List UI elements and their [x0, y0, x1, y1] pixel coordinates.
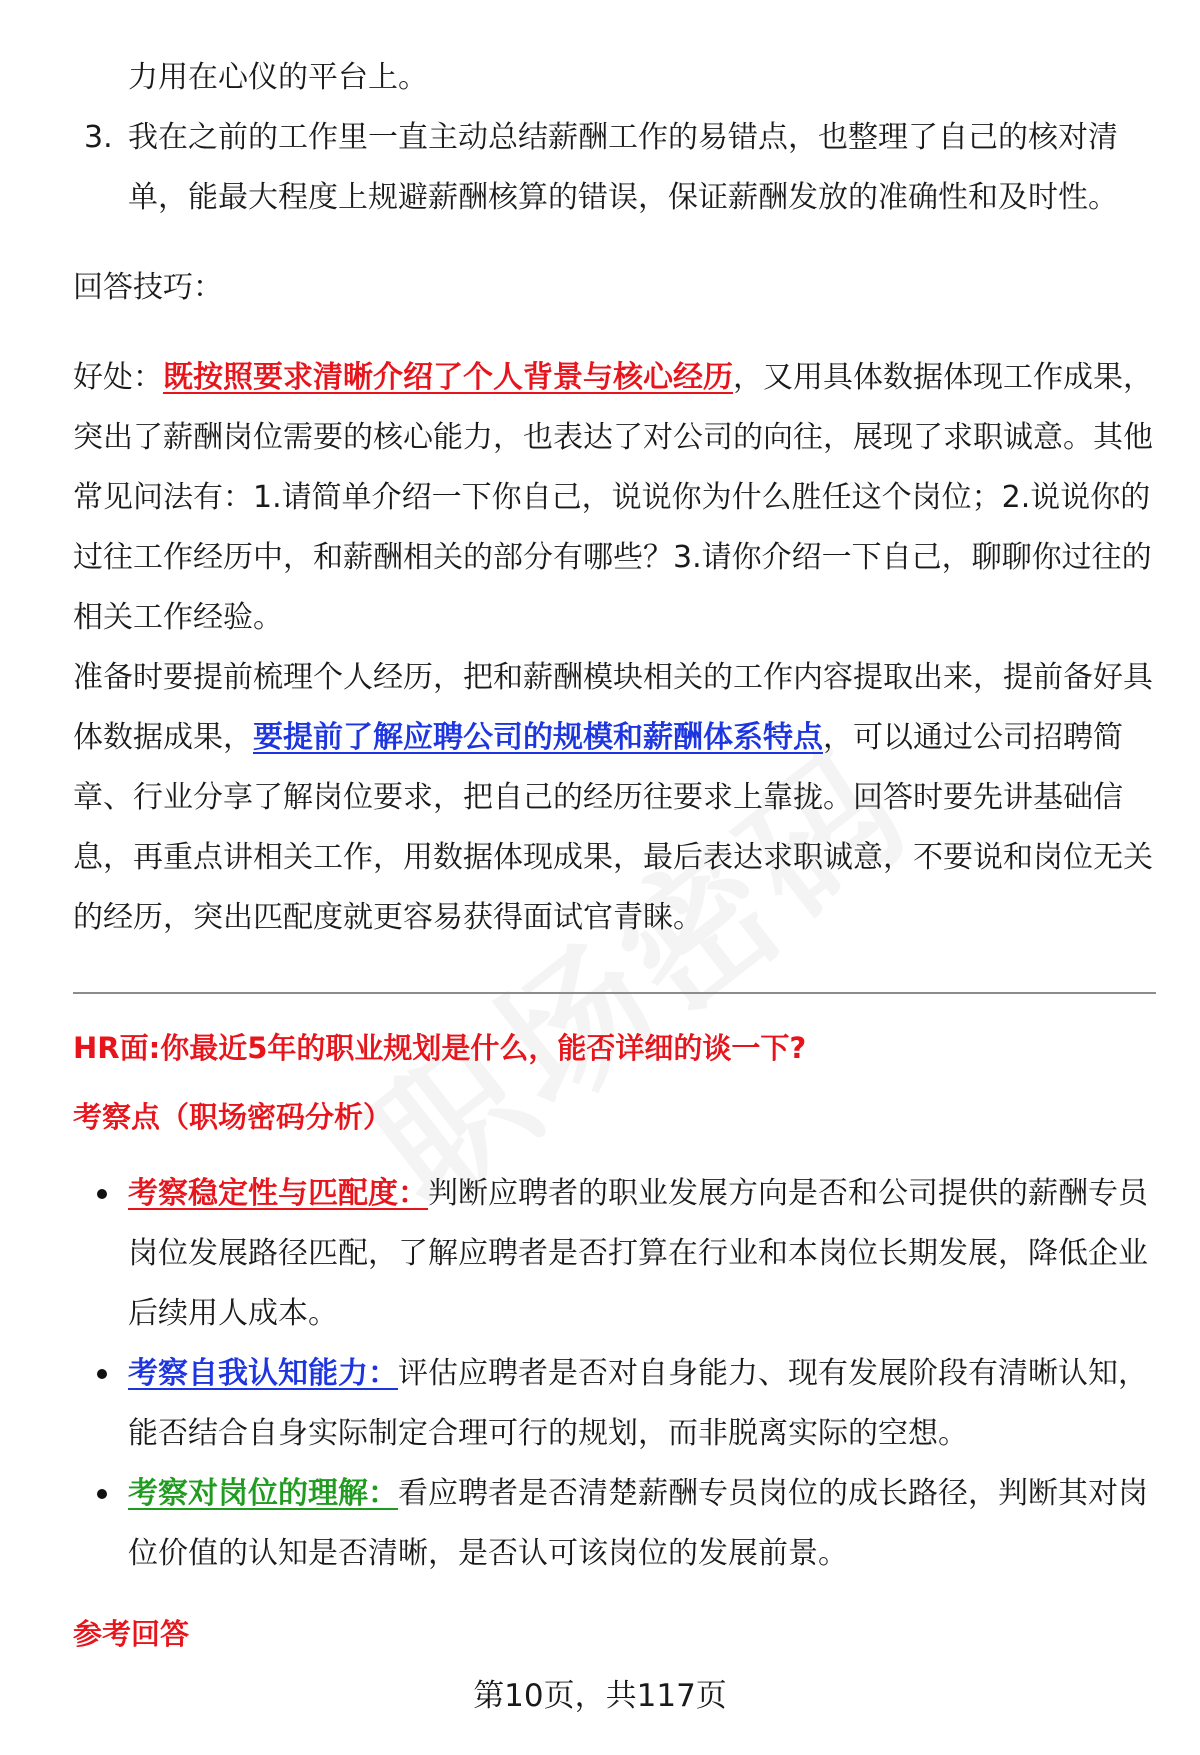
prep-line3: 章、行业分享了解岗位要求，把自己的经历往要求上靠拢。回答时要先讲基础信	[73, 780, 1123, 815]
bullet-2-line1	[128, 1354, 1148, 1394]
question-heading: HR面:你最近5年的职业规划是什么，能否详细的谈一下?	[73, 1031, 807, 1065]
bullet-1-line2: 岗位发展路径匹配，了解应聘者是否打算在行业和本岗位长期发展，降低企业	[128, 1236, 1148, 1271]
bullet-1-line3: 后续用人成本。	[128, 1296, 338, 1331]
list-item-3-line2: 单，能最大程度上规避薪酬核算的错误，保证薪酬发放的准确性和及时性。	[128, 180, 1118, 215]
page-number-footer: 第10页，共117页	[473, 1678, 727, 1714]
list-item-3-line1: 我在之前的工作里一直主动总结薪酬工作的易错点，也整理了自己的核对清	[128, 120, 1118, 155]
watermark	[320, 691, 945, 1245]
benefit-line2: 突出了薪酬岗位需要的核心能力，也表达了对公司的向往，展现了求职诚意。其他	[73, 420, 1153, 455]
prep-line2	[73, 718, 1123, 758]
prep-line2-pre: 体数据成果，	[73, 720, 253, 755]
reference-answer-heading: 参考回答	[73, 1617, 190, 1651]
bullet-3-line2: 位价值的认知是否清晰，是否认可该岗位的发展前景。	[128, 1536, 848, 1571]
prep-line2-post: ，可以通过公司招聘简	[823, 720, 1123, 755]
prep-line5: 的经历，突出匹配度就更容易获得面试官青睐。	[73, 900, 703, 935]
bullet-3-text: 看应聘者是否清楚薪酬专员岗位的成长路径，判断其对岗	[398, 1476, 1148, 1511]
benefit-line1	[73, 358, 1153, 398]
benefit-prefix: 好处：	[73, 360, 163, 395]
bullet-3-label: 考察对岗位的理解：	[128, 1476, 398, 1511]
bullet-3-line1	[128, 1474, 1148, 1514]
bullet-1-label: 考察稳定性与匹配度：	[128, 1176, 428, 1211]
benefit-line3: 常见问法有：1.请简单介绍一下你自己，说说你为什么胜任这个岗位；2.说说你的	[73, 480, 1151, 515]
bullet-dot	[97, 1489, 107, 1499]
benefit-line1-rest: ，又用具体数据体现工作成果，	[733, 360, 1153, 395]
bullet-2-label: 考察自我认知能力：	[128, 1356, 398, 1391]
benefit-line5: 相关工作经验。	[73, 600, 283, 635]
benefit-highlight: 既按照要求清晰介绍了个人背景与核心经历	[163, 360, 733, 395]
prep-line1: 准备时要提前梳理个人经历，把和薪酬模块相关的工作内容提取出来，提前备好具	[73, 660, 1153, 695]
list-number-3: 3.	[84, 120, 113, 155]
benefit-line4: 过往工作经历中，和薪酬相关的部分有哪些？3.请你介绍一下自己，聊聊你过往的	[73, 540, 1152, 575]
bullet-dot	[97, 1369, 107, 1379]
bullet-dot	[97, 1189, 107, 1199]
list-item-2-continuation: 力用在心仪的平台上。	[128, 60, 428, 95]
section-divider	[73, 992, 1156, 994]
exam-points-heading: 考察点（职场密码分析）	[73, 1100, 393, 1134]
bullet-2-line2: 能否结合自身实际制定合理可行的规划，而非脱离实际的空想。	[128, 1416, 968, 1451]
bullet-2-text: 评估应聘者是否对自身能力、现有发展阶段有清晰认知，	[398, 1356, 1148, 1391]
prep-line4: 息，再重点讲相关工作，用数据体现成果，最后表达求职诚意，不要说和岗位无关	[73, 840, 1153, 875]
bullet-1-text: 判断应聘者的职业发展方向是否和公司提供的薪酬专员	[428, 1176, 1148, 1211]
prep-highlight: 要提前了解应聘公司的规模和薪酬体系特点	[253, 720, 823, 755]
bullet-1-line1	[128, 1174, 1148, 1214]
tips-heading: 回答技巧：	[73, 270, 223, 305]
